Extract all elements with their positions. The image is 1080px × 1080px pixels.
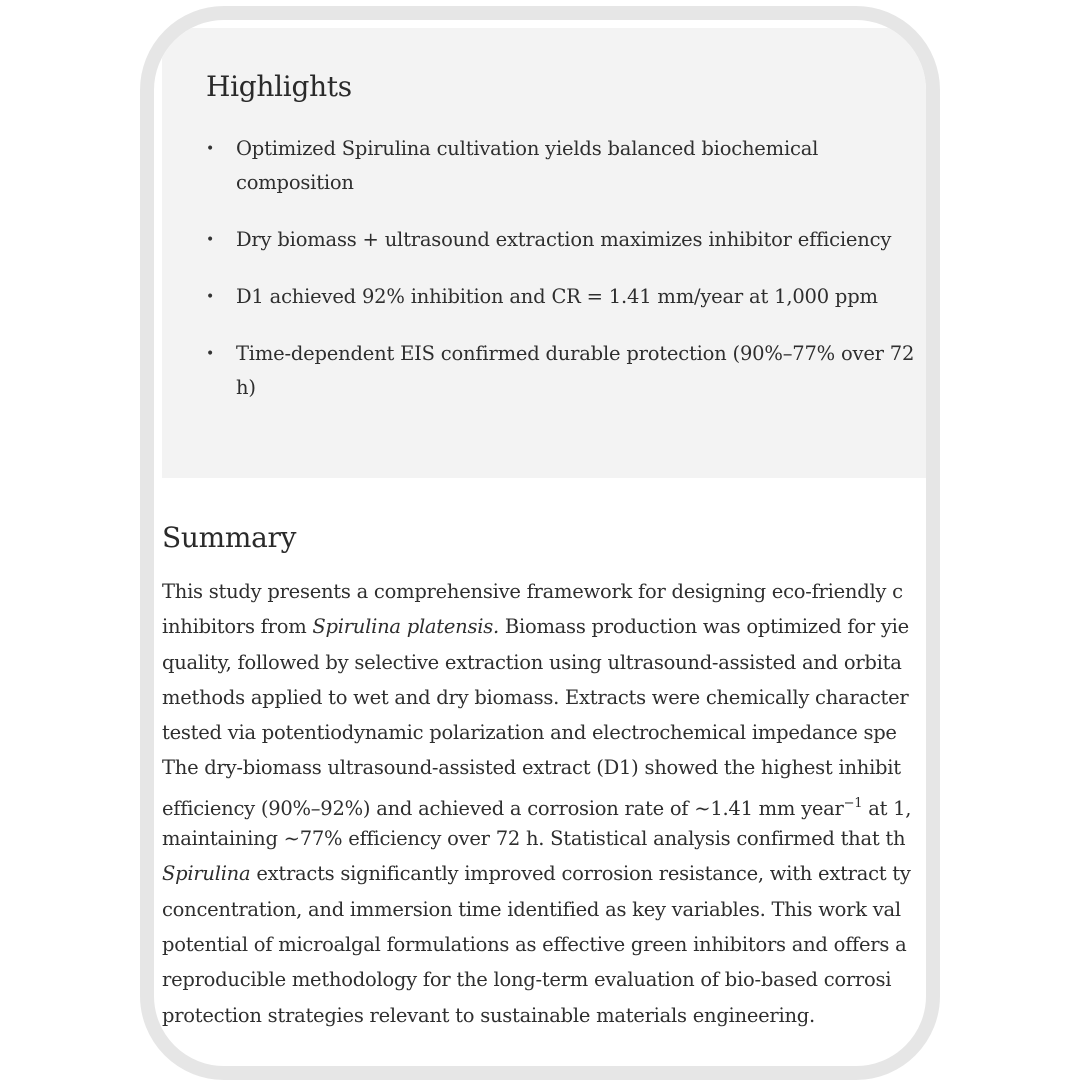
summary-text: efficiency (90%–92%) and achieved a corrosion rate of ∼1.41 mm year [162,796,844,820]
summary-line [162,927,932,962]
summary-text: concentration, and immersion time identified as key variables. This work val [162,897,901,921]
summary-line [162,962,932,997]
summary-text: maintaining ∼77% efficiency over 72 h. Statistical analysis confirmed that th [162,827,906,851]
species-name-italic: Spirulina platensis. [312,615,499,639]
summary-line [162,750,932,785]
summary-line [162,645,932,680]
bullet-icon: • [206,346,215,362]
summary-text: The dry-biomass ultrasound-assisted extract (D1) showed the highest inhibit [162,756,901,780]
device-frame [140,6,940,1080]
summary-text: This study presents a comprehensive framework for designing eco-friendly c [162,580,903,603]
highlight-text: D1 achieved 92% inhibition and CR = 1.41 mm/year at 1,000 ppm [236,285,878,308]
summary-line [162,715,932,750]
bullet-icon: • [206,232,215,248]
highlight-item [206,337,916,405]
highlight-text: Time-dependent EIS confirmed durable protection (90%–77% over 72 h) [236,342,915,399]
highlights-heading: Highlights [206,70,352,103]
summary-text: tested via potentiodynamic polarization and electrochemical impedance spe [162,721,897,745]
summary-line [162,786,932,821]
summary-text: reproducible methodology for the long-term evaluation of bio-based corrosi [162,968,892,992]
highlight-text: Dry biomass + ultrasound extraction maximizes inhibitor efficiency [236,228,892,251]
highlight-text: Optimized Spirulina cultivation yields balanced biochemical composition [236,137,819,194]
summary-text: inhibitors from [162,615,313,639]
summary-line [162,892,932,927]
summary-text: quality, followed by selective extraction using ultrasound-assisted and orbita [162,650,902,674]
highlights-section [162,28,926,478]
highlights-list [206,132,916,428]
summary-line [162,821,932,856]
superscript-exponent: −1 [843,795,863,811]
summary-text: extracts significantly improved corrosion resistance, with extract ty [250,862,911,886]
summary-paragraph [162,574,932,1033]
summary-line [162,574,932,609]
bullet-icon: • [206,141,215,157]
summary-text: potential of microalgal formulations as effective green inhibitors and offers a [162,932,907,956]
summary-text: methods applied to wet and dry biomass. Extracts were chemically character [162,685,909,709]
species-name-italic: Spirulina [162,862,251,886]
summary-line [162,998,932,1033]
article-screen[interactable] [162,28,932,1068]
summary-text: protection strategies relevant to sustainable materials engineering. [162,1003,815,1027]
summary-line [162,680,932,715]
summary-text: at 1, [862,796,912,820]
summary-text: Biomass production was optimized for yie [498,615,909,639]
summary-line [162,609,932,644]
bullet-icon: • [206,289,215,305]
highlight-item [206,223,916,257]
highlight-item [206,132,916,200]
highlight-item [206,280,916,314]
summary-heading: Summary [162,521,297,554]
summary-line [162,856,932,891]
